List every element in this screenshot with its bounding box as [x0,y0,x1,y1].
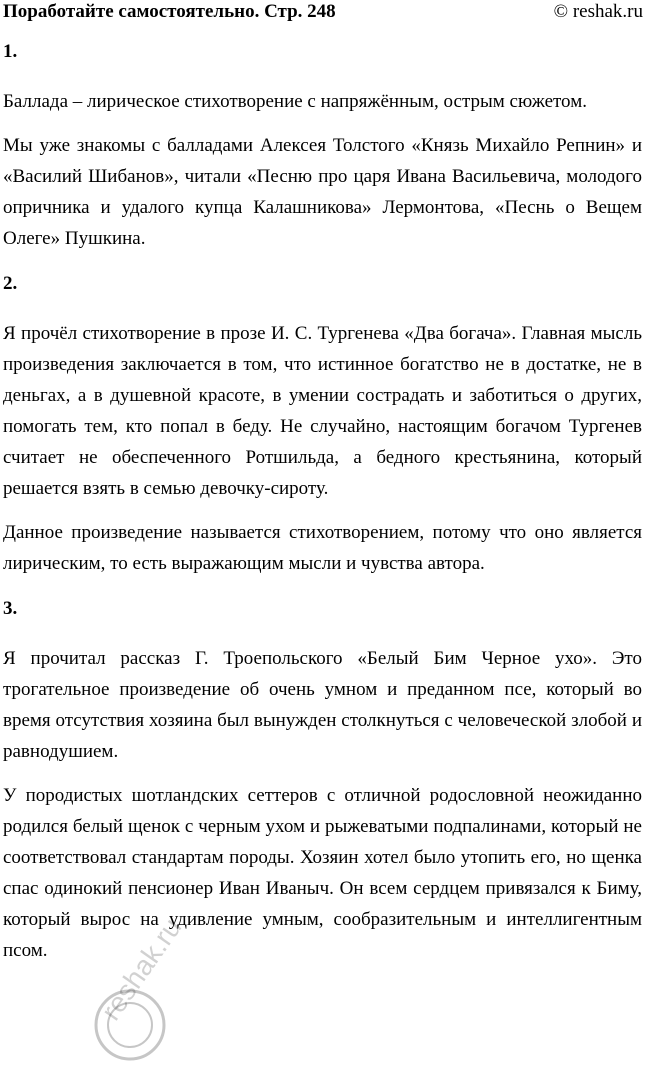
section-number: 2. [3,273,18,294]
page-header [3,0,643,24]
paragraph: Данное произведение называется стихотворением, потому что оно является лирическим, то есть выражающим мысли и чувства автора. [3,522,642,574]
site-credit: © reshak.ru [553,1,643,22]
section-number: 3. [3,598,18,619]
paragraph: Баллада – лирическое стихотворение с напряжённым, острым сюжетом. [3,91,587,112]
section-2 [3,272,642,579]
paragraph: Я прочитал рассказ Г. Троепольского «Белый Бим Черное ухо». Это трогательное произведение об очень умном и преданном псе, который во время отсутствия хозяина был вынужден столкнуться с человеческой злобой и равнодушием. [3,648,642,762]
section-1 [3,40,642,254]
section-number: 1. [3,41,18,62]
watermark-logo-icon [90,985,170,1065]
page-title: Поработайте самостоятельно. Стр. 248 [3,1,336,22]
watermark-text: reshak.ru [95,912,188,1026]
paragraph: У породистых шотландских сеттеров с отличной родословной неожиданно родился белый щенок с черным ухом и рыжеватыми подпалинами, который не соответствовал стандартам породы. Хозяин хотел было утопить его, но щенка спас одинокий пенсионер Иван Иваныч. Он всем сердцем привязался к Биму, который вырос на удивление умным, сообразительным и интеллигентным псом. [3,785,642,961]
document-content [3,40,642,979]
section-3 [3,597,642,966]
paragraph: Мы уже знакомы с балладами Алексея Толстого «Князь Михайло Репнин» и «Василий Шибанов», читали «Песню про царя Ивана Васильевича, молодого опричника и удалого купца Калашникова» Лермонтова, «Песнь о Вещем Олеге» Пушкина. [3,135,642,249]
paragraph: Я прочёл стихотворение в прозе И. С. Тургенева «Два богача». Главная мысль произведения заключается в том, что истинное богатство не в достатке, не в деньгах, а в душевной красоте, в умении сострадать и заботиться о других, помогать тем, кто попал в беду. Не случайно, настоящим богачом Тургенев считает не обеспеченного Ротшильда, а бедного крестьянина, который решается взять в семью девочку-сироту. [3,323,642,499]
